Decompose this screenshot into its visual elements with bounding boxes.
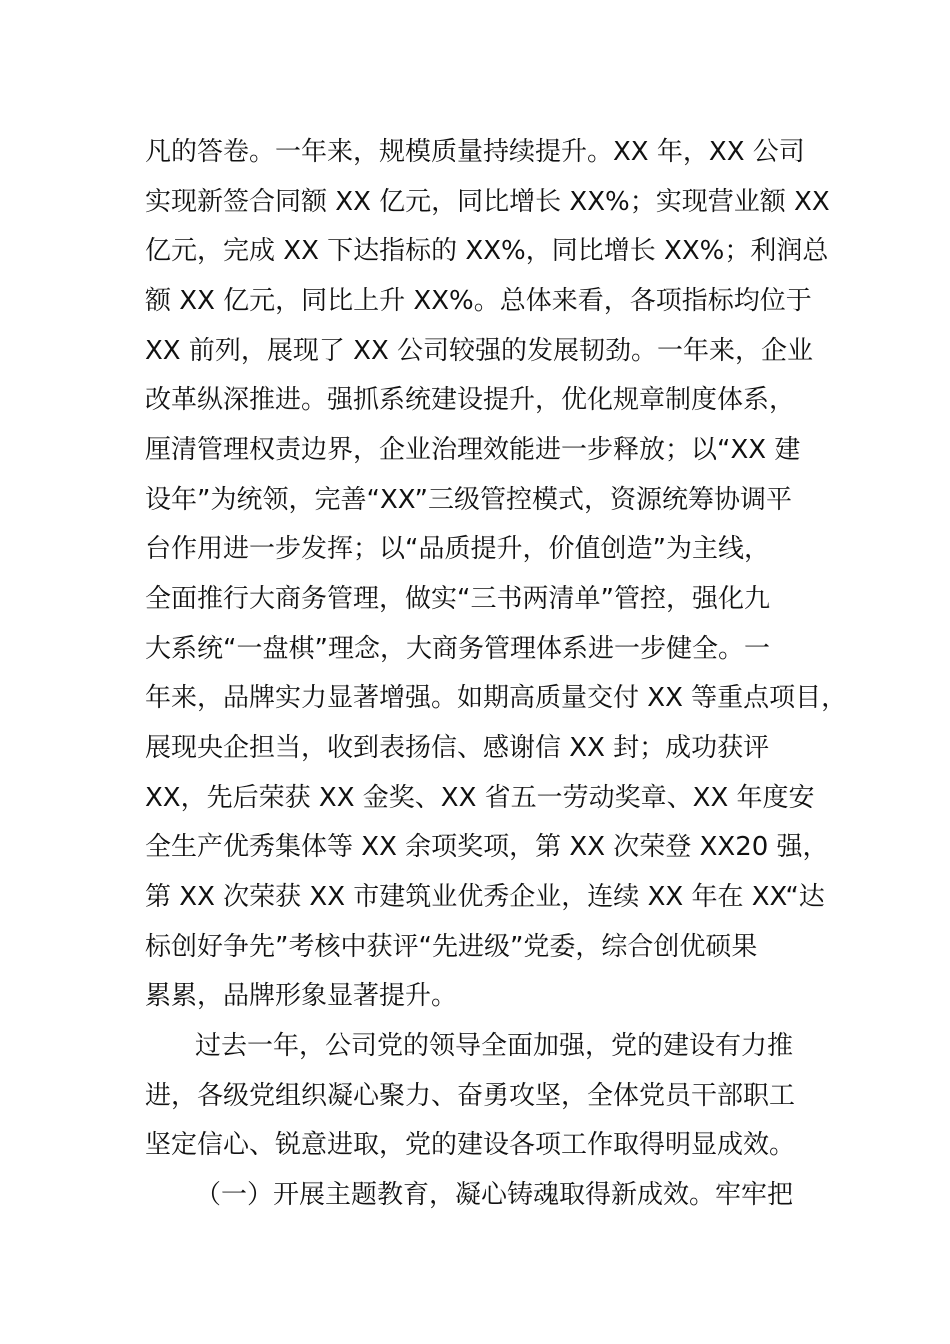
text-line: 设年”为统领，完善“XX”三级管控模式，资源统筹协调平: [145, 485, 792, 515]
text-line: 厘清管理权责边界，企业治理效能进一步释放；以“XX 建: [145, 435, 801, 465]
text-line: 累累，品牌形象显著提升。: [145, 981, 458, 1011]
section-heading-line: （一）开展主题教育，凝心铸魂取得新成效。牢牢把: [195, 1180, 794, 1210]
text-line: XX，先后荣获 XX 金奖、XX 省五一劳动奖章、XX 年度安: [145, 783, 815, 813]
text-line: 实现新签合同额 XX 亿元，同比增长 XX%；实现营业额 XX: [145, 187, 830, 217]
text-line: 额 XX 亿元，同比上升 XX%。总体来看，各项指标均位于: [145, 286, 812, 316]
text-line: 全面推行大商务管理，做实“三书两清单”管控，强化九: [145, 584, 770, 614]
text-line: 亿元，完成 XX 下达指标的 XX%，同比增长 XX%；利润总: [145, 236, 829, 266]
text-line: 进，各级党组织凝心聚力、奋勇攻坚，全体党员干部职工: [145, 1081, 796, 1111]
text-line: 全生产优秀集体等 XX 余项奖项，第 XX 次荣登 XX20 强，: [145, 832, 829, 862]
text-line: 第 XX 次荣获 XX 市建筑业优秀企业，连续 XX 年在 XX“达: [145, 882, 825, 912]
text-line: 改革纵深推进。强抓系统建设提升，优化规章制度体系，: [145, 385, 796, 415]
text-line: 坚定信心、锐意进取，党的建设各项工作取得明显成效。: [145, 1130, 796, 1160]
text-line: 大系统“一盘棋”理念，大商务管理体系进一步健全。一: [145, 634, 770, 664]
paragraph-first-line: 过去一年，公司党的领导全面加强，党的建设有力推: [195, 1031, 794, 1061]
text-line: 年来，品牌实力显著增强。如期高质量交付 XX 等重点项目，: [145, 683, 848, 713]
text-line: 标创好争先”考核中获评“先进级”党委，综合创优硕果: [145, 932, 758, 962]
text-line: 台作用进一步发挥；以“品质提升，价值创造”为主线，: [145, 534, 770, 564]
text-line: 凡的答卷。一年来，规模质量持续提升。XX 年，XX 公司: [145, 137, 805, 167]
text-line: XX 前列，展现了 XX 公司较强的发展韧劲。一年来，企业: [145, 336, 814, 366]
text-line: 展现央企担当，收到表扬信、感谢信 XX 封；成功获评: [145, 733, 770, 763]
